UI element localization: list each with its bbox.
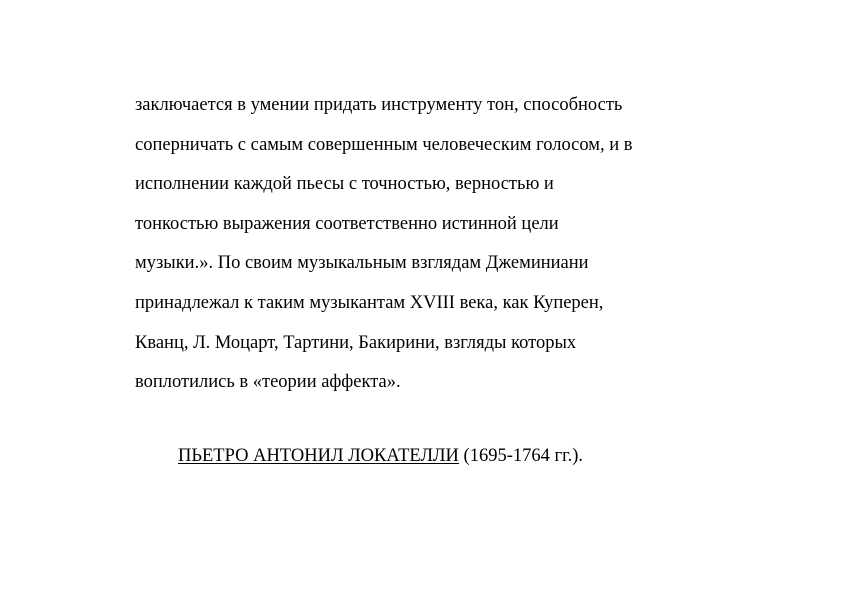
paragraph-line: воплотились в «теории аффекта». [135, 372, 401, 393]
heading-dates: (1695-1764 гг.). [458, 446, 583, 466]
body-paragraph [135, 86, 755, 403]
paragraph-line: соперничать с самым совершенным человеческим голосом, и в [135, 134, 633, 155]
paragraph-line: исполнении каждой пьесы с точностью, верностью и [135, 174, 554, 195]
paragraph-line: заключается в умении придать инструменту тон, способность [135, 95, 623, 115]
paragraph-line: принадлежал к таким музыкантам XVIII века, как Куперен, [135, 292, 604, 313]
section-heading [178, 441, 583, 471]
paragraph-line: музыки.». По своим музыкальным взглядам Джеминиани [135, 253, 589, 274]
paragraph-line: Кванц, Л. Моцарт, Тартини, Бакирини, взгляды которых [135, 332, 577, 353]
heading-composer-name: ПЬЕТРО АНТОНИЛ ЛОКАТЕЛЛИ [178, 446, 459, 466]
paragraph-line: тонкостью выражения соответственно истинной цели [135, 213, 559, 234]
